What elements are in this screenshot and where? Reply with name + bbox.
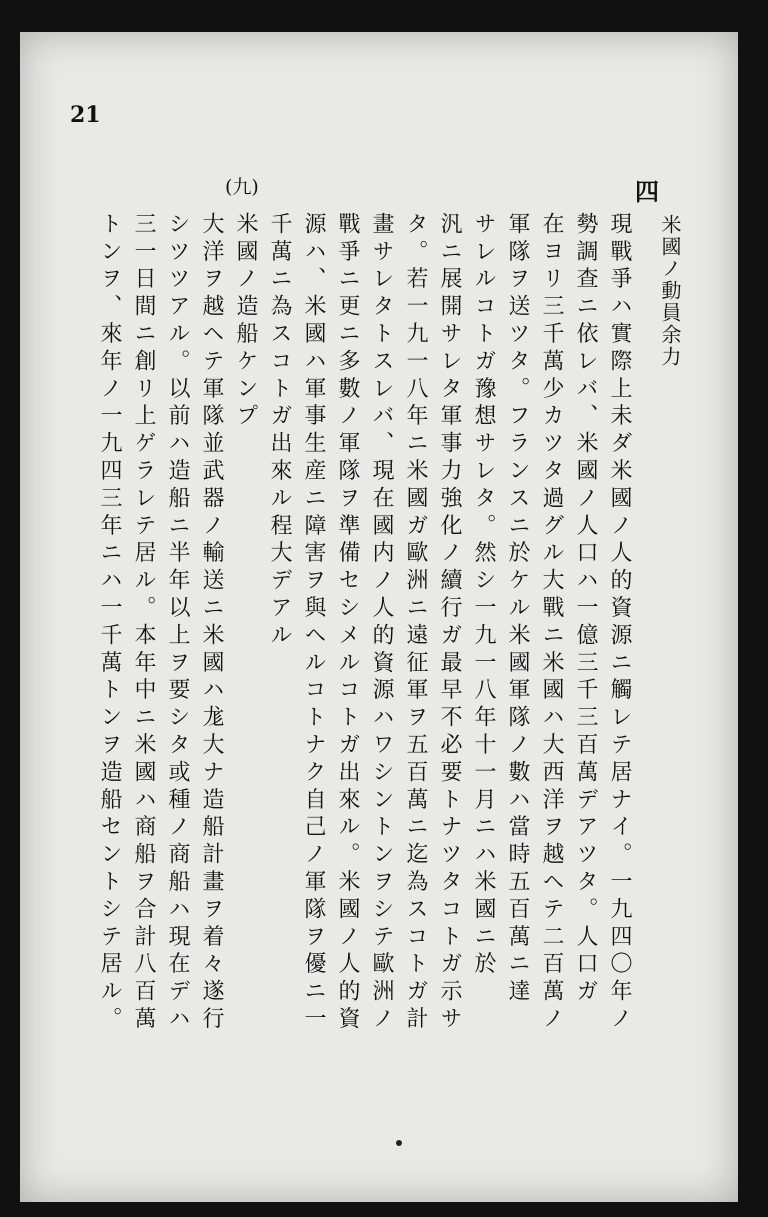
text-column: 畫サレタトスレバ、現在國内ノ人的資源ハワシントンヲシテ歐洲ノ <box>369 212 394 1034</box>
heading-marker: 四 <box>635 177 659 206</box>
text-column: 千萬ニ為スコトガ出來ル程大デアル <box>267 212 292 651</box>
text-column: 汎ニ展開サレタ軍事力強化ノ續行ガ最早不必要トナツタコトガ示サ <box>437 212 462 1034</box>
subsection-heading: 米國ノ造船ケンプ <box>233 212 258 432</box>
book-page <box>20 32 738 1202</box>
text-column: 軍隊ヲ送ツタ。フランスニ於ケル米國軍隊ノ數ハ當時五百萬ニ達 <box>505 212 530 1007</box>
section-number: (九) <box>225 176 259 198</box>
text-column: 勢調查ニ依レバ、米國ノ人口ハ一億三千三百萬デアツタ。人口ガ <box>573 212 598 1007</box>
text-column: トンヲ、來年ノ一九四三年ニハ一千萬トンヲ造船セントシテ居ル。 <box>97 212 122 1034</box>
text-column: 三一日間ニ創リ上ゲラレテ居ル。本年中ニ米國ハ商船ヲ合計八百萬 <box>131 212 156 1034</box>
section-heading: 米國ノ動員余力 <box>658 214 682 368</box>
text-column: 現戰爭ハ實際上未ダ米國ノ人的資源ニ觸レテ居ナイ。一九四〇年ノ <box>607 212 632 1034</box>
text-column: サレルコトガ豫想サレタ。然シ一九一八年十一月ニハ米國ニ於 <box>471 212 496 980</box>
page-number: 21 <box>70 102 101 128</box>
page-mark-dot <box>396 1140 402 1146</box>
text-column: 在ヨリ三千萬少カツタ過グル大戰ニ米國ハ大西洋ヲ越ヘテ二百萬ノ <box>539 212 564 1034</box>
text-column: 源ハ、米國ハ軍事生産ニ障害ヲ與ヘルコトナク自己ノ軍隊ヲ優ニ一 <box>301 212 326 1034</box>
text-column: 大洋ヲ越ヘテ軍隊並武器ノ輸送ニ米國ハ尨大ナ造船計畫ヲ着々遂行 <box>199 212 224 1034</box>
text-column: 戰爭ニ更ニ多數ノ軍隊ヲ準備セシメルコトガ出來ル。米國ノ人的資 <box>335 212 360 1034</box>
text-column: シツツアル。以前ハ造船ニ半年以上ヲ要シタ或種ノ商船ハ現在デハ <box>165 212 190 1034</box>
text-column: タ。若一九一八年ニ米國ガ歐洲ニ遠征軍ヲ五百萬ニ迄為スコトガ計 <box>403 212 428 1034</box>
